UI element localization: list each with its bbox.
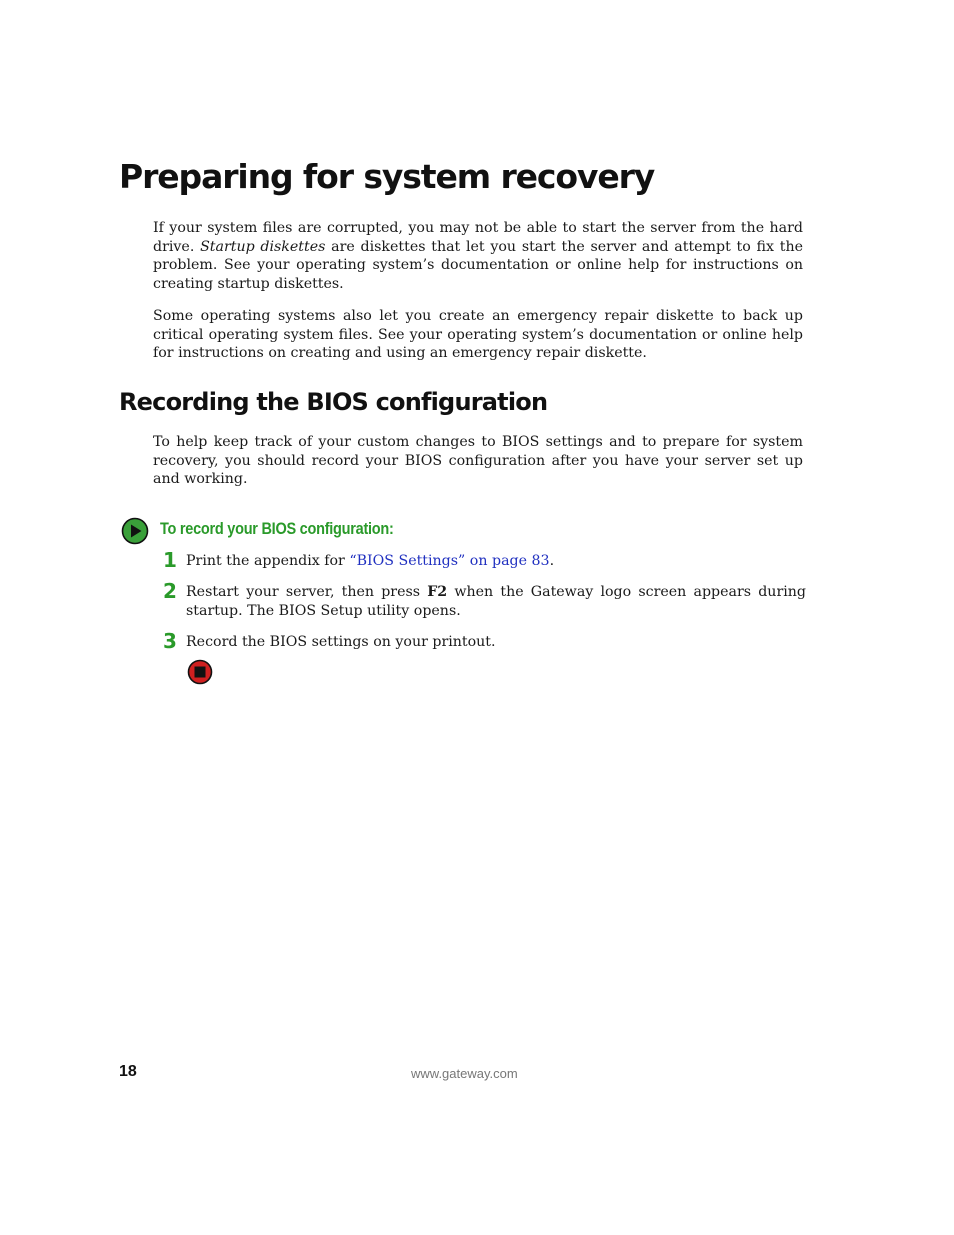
intro-text-start: If your system files are corrupted, you may not be able to start the server from the hard drive. — [153, 220, 803, 255]
page-title: Preparing for system recovery — [119, 157, 655, 196]
intro-paragraph — [153, 219, 803, 294]
section-heading-bios: Recording the BIOS configuration — [119, 388, 548, 416]
step-text — [186, 552, 806, 571]
play-arrow-icon — [121, 517, 149, 545]
step-text-start: Restart your server, then press — [186, 584, 428, 600]
step-text-start: Print the appendix for — [186, 553, 350, 569]
intro-text-end: are diskettes that let you start the server and attempt to fix the problem. See your operating system’s documentation or online help for instructions on creating startup diskettes. — [153, 238, 803, 293]
step-text-end: . — [549, 553, 555, 569]
page-number: 18 — [119, 1063, 137, 1080]
repair-diskette-paragraph: Some operating systems also let you create an emergency repair diskette to back up critical operating system files. See your operating system’s documentation or online help for instructions on creating and using an emergency repair diskette. — [153, 308, 803, 362]
startup-diskettes-term: Startup diskettes — [200, 238, 326, 255]
bios-settings-link[interactable]: “BIOS Settings” on page 83 — [349, 553, 550, 569]
step-text: Record the BIOS settings on your printout. — [186, 634, 496, 650]
bios-intro-paragraph: To help keep track of your custom changes to BIOS settings and to prepare for system recovery, you should record your BIOS configuration after you have your server set up and working. — [153, 434, 803, 488]
step-number: 3 — [163, 629, 177, 653]
key-name: F2 — [427, 584, 448, 600]
footer-url[interactable]: www.gateway.com — [411, 1066, 518, 1081]
stop-icon — [187, 659, 213, 685]
procedure-header — [121, 517, 821, 545]
step-number: 2 — [163, 579, 177, 603]
step-text — [186, 583, 806, 620]
procedure-title: To record your BIOS configuration: — [160, 520, 394, 538]
step-number: 1 — [163, 548, 177, 572]
step-text-end: when the Gateway logo screen appears during startup. The BIOS Setup utility opens. — [186, 584, 806, 619]
